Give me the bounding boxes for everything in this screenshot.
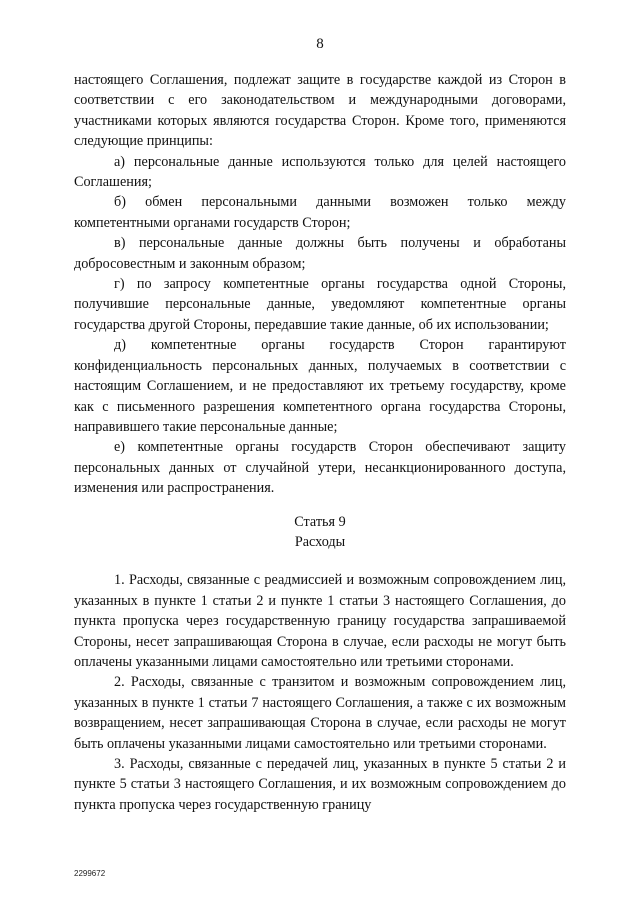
principle-a: а) персональные данные используются только для целей настоящего Соглашения; <box>74 153 566 191</box>
principle-e: д) компетентные органы государств Сторон гарантируют конфиденциальность персональных данных, получаемых в соответствии с настоящим Соглашением, и не предоставляют их третьему государству, кроме как с письменного разрешения компетентного органа государства Стороны, направившего такие персональные данные; <box>74 337 566 435</box>
article-paragraph-3: 3. Расходы, связанные с передачей лиц, указанных в пункте 5 статьи 2 и пункте 5 статьи 3 настоящего Соглашения, и их возможным сопровождением до пункта пропуска через государственную границу <box>74 756 566 813</box>
document-body <box>74 70 566 815</box>
principle-c: в) персональные данные должны быть получены и обработаны добросовестным и законным образом; <box>74 235 566 272</box>
article-heading: Статья 9 <box>294 513 346 530</box>
article-paragraph-2: 2. Расходы, связанные с транзитом и возможным сопровождением лиц, указанных в пункте 1 статьи 7 настоящего Соглашения, а также с их возможным возвращением, несет запрашивающая Сторона в случае, если расходы не могут быть оплачены указанными лицами самостоятельно или третьими сторонами. <box>74 674 566 752</box>
document-code: 2299672 <box>74 869 106 878</box>
article-title: Расходы <box>294 533 346 550</box>
principle-b: б) обмен персональными данными возможен только между компетентными органами государств Сторон; <box>74 194 566 231</box>
principle-d: г) по запросу компетентные органы государства одной Стороны, получившие персональные данные, уведомляют компетентные органы государства другой Стороны, передавшие такие данные, об их использовании; <box>74 276 566 333</box>
article-paragraph-1: 1. Расходы, связанные с реадмиссией и возможным сопровождением лиц, указанных в пункте 1 статьи 2 и пункте 1 статьи 3 настоящего Соглашения, до пункта пропуска через государственную границу государства запрашиваемой Стороны, несет запрашивающая Сторона в случае, если расходы не могут быть оплачены указанными лицами самостоятельно или третьими сторонами. <box>74 572 566 670</box>
paragraph-continuation: настоящего Соглашения, подлежат защите в государстве каждой из Сторон в соответствии с его законодательством и международными договорами, участниками которых являются государства Сторон. Кроме того, применяются следующие принципы: <box>74 72 566 150</box>
principle-f: е) компетентные органы государств Сторон обеспечивают защиту персональных данных от случайной утери, несанкционированного доступа, изменения или распространения. <box>74 439 566 497</box>
page-number: 8 <box>316 36 324 52</box>
